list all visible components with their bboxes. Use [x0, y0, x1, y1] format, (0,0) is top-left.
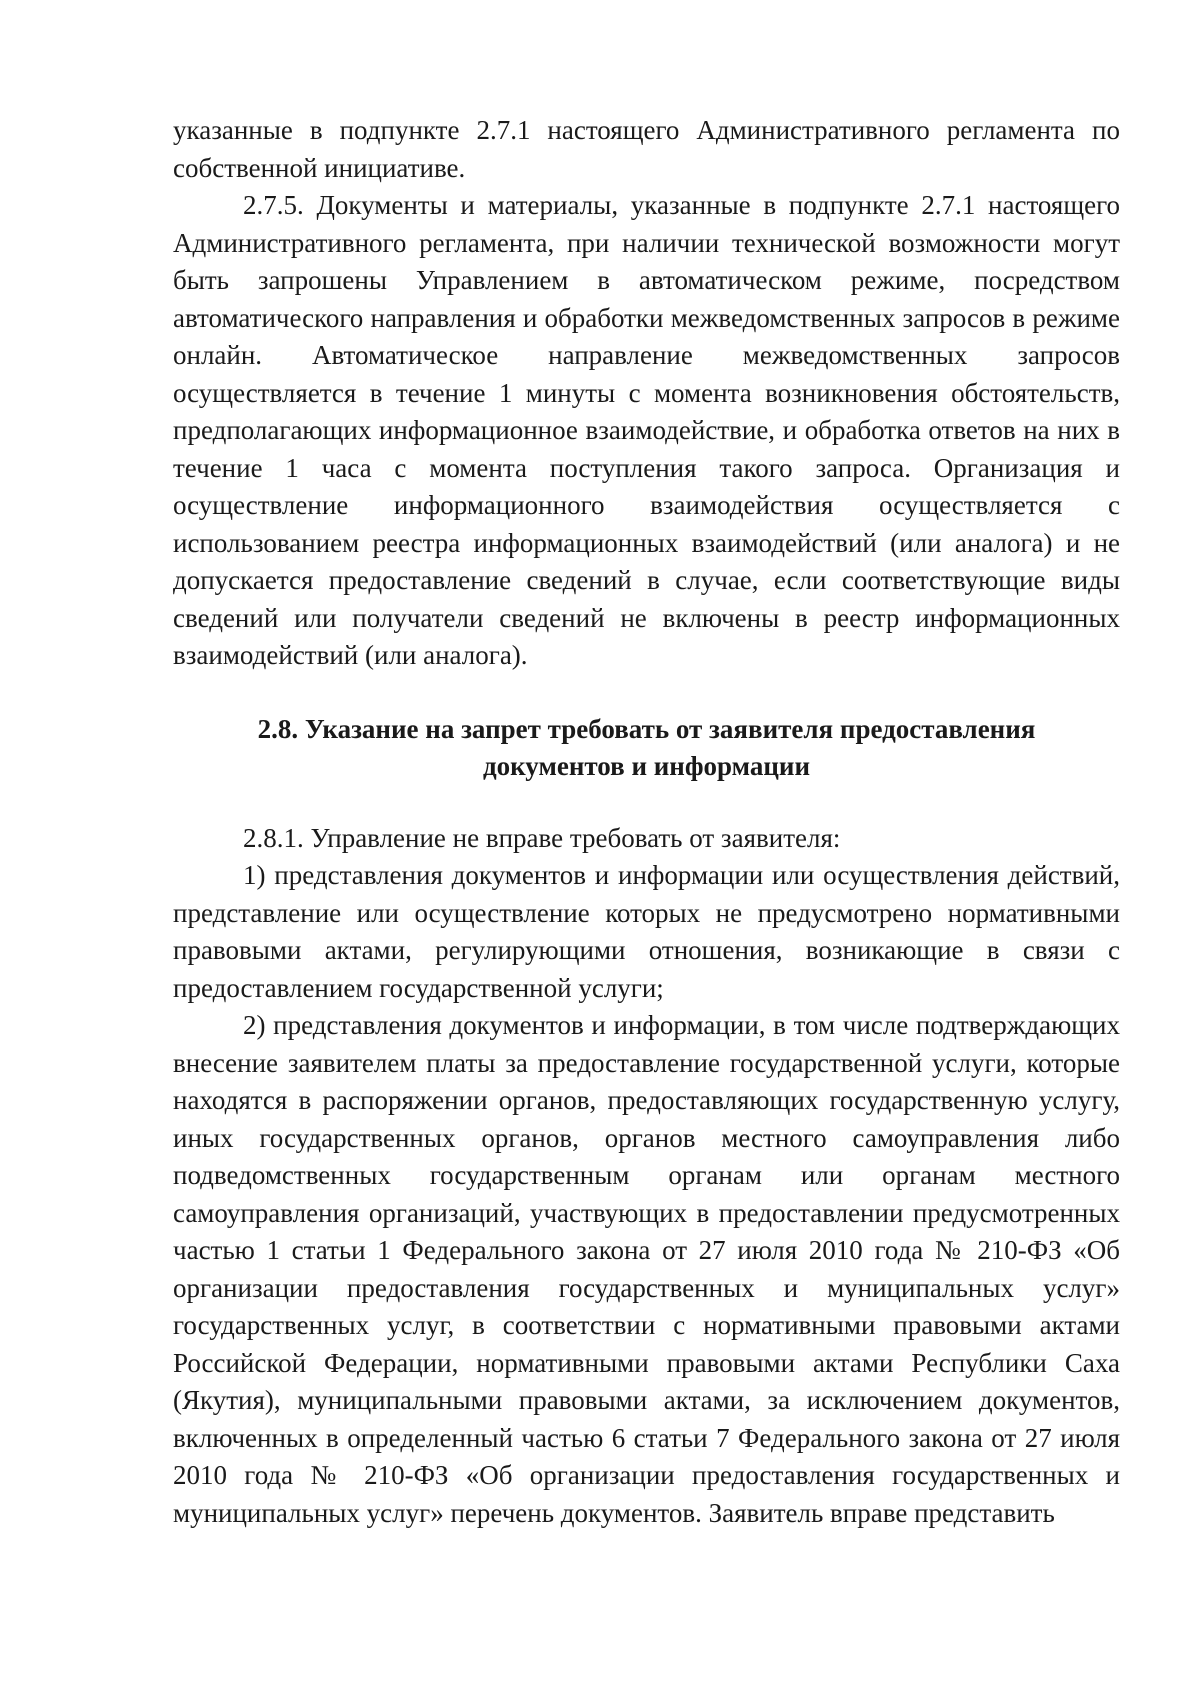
list-item-2: 2) представления документов и информации, в том числе подтверждающих внесение заявителем платы за предоставление государственной услуги, которые находятся в распоряжении органов, предоставляющих государственную услугу, иных государственных органов, органов местного самоуправления либо подведомственных государственным органам или органам местного самоуправления организаций, участвующих в предоставлении предусмотренных частью 1 статьи 1 Федерального закона от 27 июля 2010 года № 210-ФЗ «Об организации предоставления государственных и муниципальных услуг» государственных услуг, в соответствии с нормативными правовыми актами Российской Федерации, нормативными правовыми актами Республики Саха (Якутия), муниципальными правовыми актами, за исключением документов, включенных в определенный частью 6 статьи 7 Федерального закона от 27 июля 2010 года № 210-ФЗ «Об организации предоставления государственных и муниципальных услуг» перечень документов. Заявитель вправе представить — [173, 1010, 1120, 1528]
paragraph-2-7-5: 2.7.5. Документы и материалы, указанные в подпункте 2.7.1 настоящего Административного регламента, при наличии технической возможности могут быть запрошены Управлением в автоматическом режиме, посредством автоматического направления и обработки межведомственных запросов в режиме онлайн. Автоматическое направление межведомственных запросов осуществляется в течение 1 минуты с момента возникновения обстоятельств, предполагающих информационное взаимодействие, и обработка ответов на них в течение 1 часа с момента поступления такого запроса. Организация и осуществление информационного взаимодействия осуществляется с использованием реестра информационных взаимодействий (или аналога) и не допускается предоставление сведений в случае, если соответствующие виды сведений или получатели сведений не включены в реестр информационных взаимодействий (или аналога). — [173, 190, 1120, 670]
heading-line-2: документов и информации — [482, 751, 811, 781]
list-item-1: 1) представления документов и информации или осуществления действий, представление или осуществление которых не предусмотрено нормативными правовыми актами, регулирующими отношения, возникающие в связи с предоставлением государственной услуги; — [173, 860, 1120, 1003]
heading-line-1: 2.8. Указание на запрет требовать от заявителя предоставления — [257, 713, 1036, 744]
section-heading-2-8 — [173, 711, 1120, 786]
paragraph-2-8-1: 2.8.1. Управление не вправе требовать от заявителя: — [243, 822, 841, 853]
paragraph-continuation: указанные в подпункте 2.7.1 настоящего Административного регламента по собственной инициативе. — [173, 115, 1120, 183]
document-page — [173, 112, 1120, 1532]
